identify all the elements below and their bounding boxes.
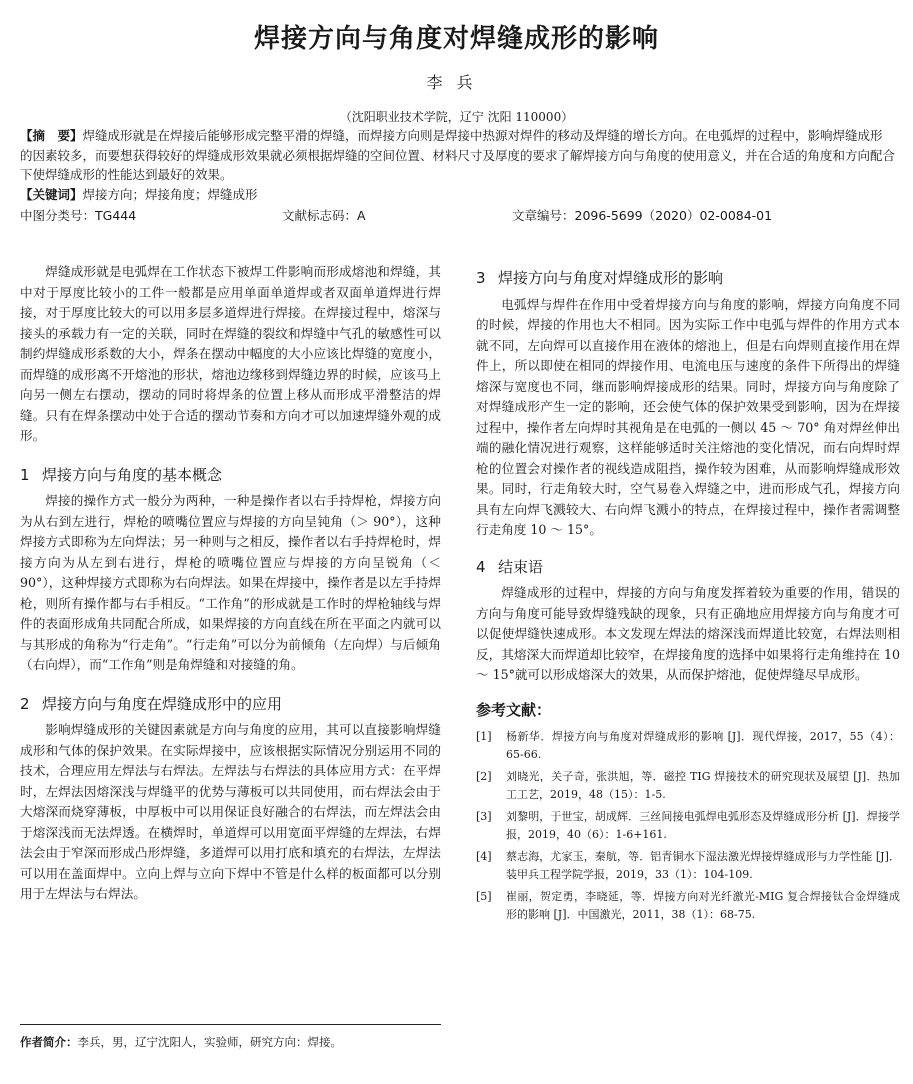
section-1-body: 焊接的操作方式一般分为两种，一种是操作者以右手持焊枪，焊接方向为从右到左进行，焊枪的喷嘴位置应与焊接的方向呈钝角（＞ 90°），这种焊接方式即称为左向焊法；另一种则与之相反，操作者以右手持焊枪时，焊接方向为从左到右进行，焊枪的喷嘴位置应与焊接的方向呈锐角（＜ 90°），这种焊接方式即称为右向焊法。如果在焊接中，操作者是以左手持焊枪，则所有操作都与右手相反。“工作角”的形成就是工作时的焊枪轴线与焊件的表面形成角共同配合所成，如果焊接的方向直线在所在平面之内就可以与其形成的角称为“行走角”。“行走角”可以分为前倾角（左向焊）与后倾角（右向焊），而“工作角”则是角焊缝和对接缝的角。	[20, 493, 441, 672]
section-1-heading	[20, 465, 441, 486]
section-4-heading	[476, 557, 900, 578]
intro-paragraph: 焊缝成形就是电弧焊在工作状态下被焊工件影响而形成熔池和焊缝，其中对于厚度比较小的工件一般都是应用单面单道焊或者双面单道焊进行焊接，对于厚度比较大的可以用多层多道焊进行焊接。在焊接过程中，熔深与接头的承载力有一定的关联，同时在焊缝的裂纹和焊缝中气孔的敏感性可以制约焊缝成形系数的大小，焊条在摆动中幅度的大小应该比焊缝的宽度小，而焊缝的成形离不开熔池的形状，熔池边缘移到焊缝边界的时候，应该马上向另一侧左右摆动，摆动的同时将焊条的位置上移从而形成平滑整洁的焊缝。只有在焊条摆动中处于合适的摆动节奏和方向才可以加速焊缝外观的成形。	[20, 264, 441, 443]
clc-number: 中图分类号：TG444	[20, 208, 137, 223]
keywords-label: 【关键词】	[20, 187, 83, 202]
section-title: 结束语	[498, 557, 544, 576]
reference-item	[476, 888, 900, 923]
author-name: 李兵	[426, 73, 487, 92]
author-bio	[20, 1034, 441, 1050]
reference-text: 杨新华．焊接方向与角度对焊缝成形的影响 [J]．现代焊接，2017，55（4）：65-66.	[506, 730, 900, 761]
keywords-text: 焊接方向；焊接角度；焊缝成形	[82, 187, 258, 202]
abstract-label: 【摘 要】	[20, 128, 83, 143]
reference-list	[476, 728, 900, 923]
footnote-divider	[20, 1024, 441, 1025]
reference-text: 崔丽，贺定勇，李晓延，等．焊接方向对光纤激光-MIG 复合焊接钛合金焊缝成形的影响 [J]．中国激光，2011，38（1）：68-75.	[506, 890, 900, 921]
reference-number: [1]	[476, 730, 492, 743]
document-code: 文献标志码：A	[282, 208, 366, 223]
right-column	[476, 268, 900, 923]
author-bio-label: 作者简介：	[20, 1035, 78, 1049]
section-number: 3	[476, 269, 486, 287]
page-title: 焊接方向与角度对焊缝成形的影响	[253, 24, 659, 54]
reference-item	[476, 768, 900, 803]
section-number: 4	[476, 557, 486, 576]
references-heading: 参考文献：	[476, 700, 552, 719]
reference-number: [2]	[476, 770, 492, 783]
section-title: 焊接方向与角度在焊缝成形中的应用	[42, 694, 283, 713]
reference-item	[476, 808, 900, 843]
affiliation: （沈阳职业技术学院，辽宁 沈阳 110000）	[339, 110, 574, 124]
reference-number: [5]	[476, 890, 492, 903]
section-2-heading	[20, 694, 441, 715]
section-3-body: 电弧焊与焊件在作用中受着焊接方向与角度的影响，焊接方向角度不同的时候，焊接的作用也大不相同。因为实际工作中电弧与焊件的作用方式本就不同，左向焊可以直接作用在液体的熔池上，但是右向焊则直接作用在焊件上，所以即使在相同的焊接作用、电流电压与速度的条件下所得出的焊缝熔深与宽度也不同，继而影响焊接成形的结果。同时，焊接方向与角度除了对焊缝成形产生一定的影响，还会使气体的保护效果受到影响，因为在焊接过程中，操作者左向焊时其视角是在电弧的一侧以 45 ～ 70° 角对焊丝伸出端的融化情况进行观察，这样能够适时关注熔池的变化情况，而右向焊时焊枪的位置会对操作者的视线造成阻挡，操作较为困难，从而影响焊缝成形效果。同时，行走角较大时，空气易卷入焊缝之中，进而形成气孔，焊接方向具有左向焊飞溅较大、右向焊飞溅小的特点，在焊接过程中，操作者需调整行走角度 10 ～ 15°。	[476, 296, 900, 537]
section-3-heading	[476, 268, 900, 289]
keywords	[20, 185, 895, 204]
section-2-body: 影响焊缝成形的关键因素就是方向与角度的应用，其可以直接影响焊缝成形和气体的保护效果。在实际焊接中，应该根据实际情况分别运用不同的技术，合理应用左焊法与右焊法。左焊法与右焊法的具体应用方式：在平焊时，左焊法因熔深浅与焊缝平的优势与薄板可以共同使用，而右焊法会由于大熔深而烧穿薄板，中厚板中可以用保证良好融合的右焊法，而左焊法会由于熔深浅而无法焊透。在横焊时，单道焊可以用宽面平焊缝的左焊法，右焊法会由于窄深而形成凸形焊缝，多道焊可以用打底和填充的右焊法，左焊法可以用在盖面焊中。立向上焊与立向下焊中不管是什么样的板面都可以分别用于左焊法与右焊法。	[20, 722, 441, 901]
article-meta	[20, 206, 895, 226]
reference-item	[476, 848, 900, 883]
section-number: 1	[20, 465, 30, 484]
section-title: 焊接方向与角度的基本概念	[42, 465, 223, 484]
abstract-text: 焊缝成形就是在焊接后能够形成完整平滑的焊缝，而焊接方向则是焊接中热源对焊件的移动及焊缝的增长方向。在电弧焊的过程中，影响焊缝成形的因素较多，而要想获得较好的焊缝成形效果就必须根据焊缝的空间位置、材料尺寸及厚度的要求了解焊接方向与角度的使用意义，并在合适的角度和方向配合下使焊缝成形的性能达到最好的效果。	[20, 128, 896, 182]
section-number: 2	[20, 694, 30, 713]
reference-text: 刘晓光，关子奇，张洪旭，等．磁控 TIG 焊接技术的研究现状及展望 [J]．热加工工艺，2019，48（15）：1-5.	[506, 770, 900, 801]
reference-number: [3]	[476, 810, 492, 823]
reference-text: 刘黎明，于世宝，胡成辉．三丝间接电弧焊电弧形态及焊缝成形分析 [J]．焊接学报，2019，40（6）：1-6+161.	[506, 810, 900, 841]
reference-number: [4]	[476, 850, 492, 863]
reference-item	[476, 728, 900, 763]
author-bio-text: 李兵，男，辽宁沈阳人，实验师，研究方向：焊接。	[77, 1035, 342, 1049]
article-number: 文章编号：2096-5699（2020）02-0084-01	[512, 208, 773, 223]
section-4-body: 焊缝成形的过程中，焊接的方向与角度发挥着较为重要的作用，错误的方向与角度可能导致焊缝残缺的现象，只有正确地应用焊接方向与角度才可以促使焊缝快速成形。本文发现左焊法的熔深浅而焊道比较宽，右焊法则相反，其熔深大而焊道却比较窄，在焊接角度的选择中如果将行走角维持在 10 ～ 15°就可以形成熔深大的效果，从而保护熔池，促使焊缝尽早成形。	[476, 585, 900, 682]
section-title: 焊接方向与角度对焊缝成形的影响	[498, 269, 724, 287]
left-column	[20, 262, 441, 905]
abstract	[20, 126, 895, 185]
reference-text: 蔡志海，尤家玉，秦航，等．铝青铜水下湿法激光焊接焊缝成形与力学性能 [J]．装甲兵工程学院学报，2019，33（1）：104-109.	[506, 850, 900, 881]
